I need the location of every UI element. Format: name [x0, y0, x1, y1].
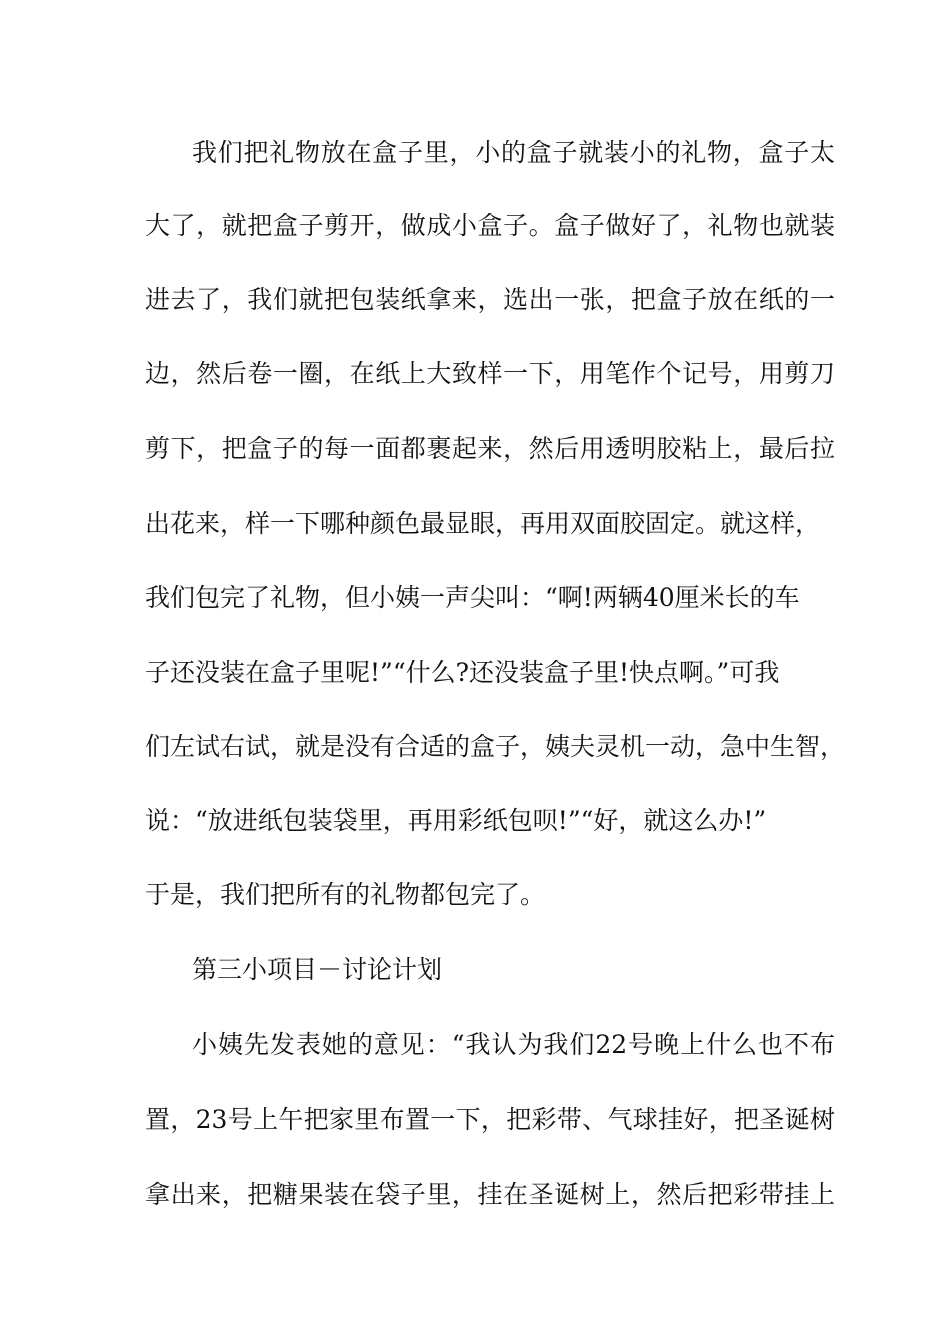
- paragraph-3-line-3: 拿出来，把糖果装在袋子里，挂在圣诞树上，然后把彩带挂上: [145, 1180, 835, 1209]
- paragraph-1-line-11: 于是，我们把所有的礼物都包完了。: [145, 880, 546, 909]
- paragraph-3-line-1: 小姨先发表她的意见：“我认为我们22号晚上什么也不布: [192, 1030, 835, 1059]
- paragraph-1-line-2: 大了，就把盒子剪开，做成小盒子。盒子做好了，礼物也就装: [145, 211, 835, 240]
- paragraph-1-line-6: 出花来，样一下哪种颜色最显眼，再用双面胶固定。就这样，: [145, 509, 821, 538]
- paragraph-1-line-9: 们左试右试，就是没有合适的盒子，姨夫灵机一动，急中生智，: [145, 732, 846, 761]
- paragraph-1-line-4: 边，然后卷一圈，在纸上大致样一下，用笔作个记号，用剪刀: [145, 359, 835, 388]
- paragraph-1-line-10: 说：“放进纸包装袋里，再用彩纸包呗!”“好，就这么办!”: [145, 806, 767, 835]
- paragraph-1-line-5: 剪下，把盒子的每一面都裹起来，然后用透明胶粘上，最后拉: [145, 434, 835, 463]
- section-heading: 第三小项目－讨论计划: [192, 955, 443, 984]
- paragraph-1-line-3: 进去了，我们就把包装纸拿来，选出一张，把盒子放在纸的一: [145, 285, 835, 314]
- paragraph-1-line-8: 子还没装在盒子里呢!”“什么?还没装盒子里!快点啊。”可我: [145, 658, 780, 687]
- paragraph-1-line-1: 我们把礼物放在盒子里，小的盒子就装小的礼物，盒子太: [192, 138, 835, 167]
- paragraph-3-line-2: 置，23号上午把家里布置一下，把彩带、气球挂好，把圣诞树: [145, 1105, 835, 1134]
- paragraph-1-line-7: 我们包完了礼物，但小姨一声尖叫：“啊!两辆40厘米长的车: [145, 583, 800, 612]
